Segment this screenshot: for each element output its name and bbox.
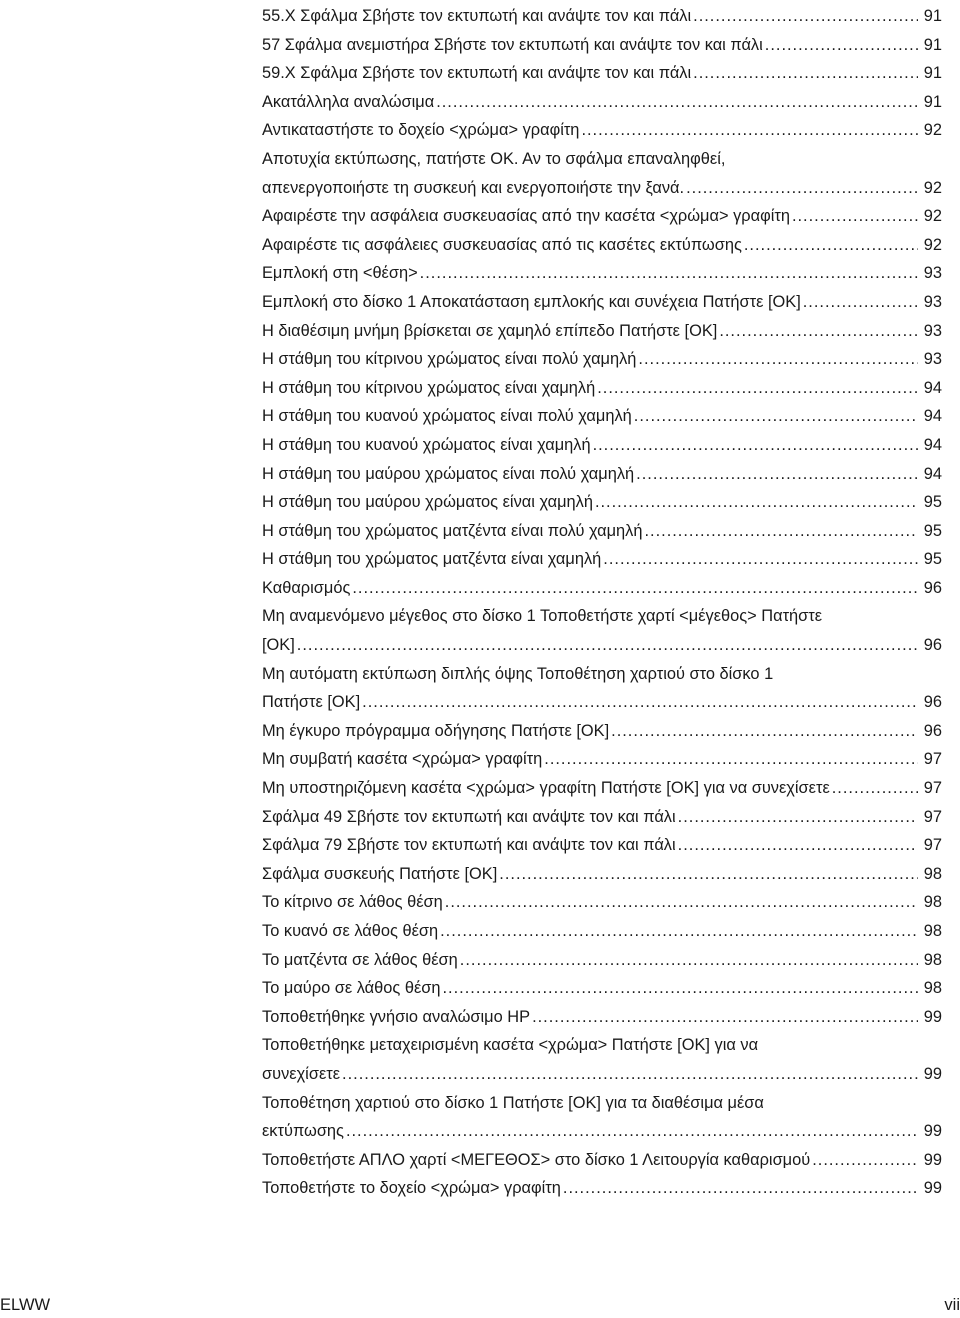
- toc-entry[interactable]: [262, 431, 942, 460]
- toc-entry-line: [262, 1117, 942, 1146]
- toc-entry[interactable]: [262, 946, 942, 975]
- toc-entry-line: [262, 1031, 942, 1060]
- toc-entry-title: Το μαύρο σε λάθος θέση: [262, 979, 441, 998]
- toc-entry-title: 55.Χ Σφάλμα Σβήστε τον εκτυπωτή και ανάψτε τον και πάλι: [262, 7, 692, 25]
- toc-entry-line: [262, 116, 942, 145]
- toc-entry-line: [262, 745, 942, 774]
- footer-doc-code: ELWW: [0, 1296, 51, 1314]
- toc-dot-leader: [638, 345, 918, 374]
- toc-page-number: 99: [923, 1122, 942, 1141]
- toc-dot-leader: [597, 374, 918, 403]
- toc-page-number: 94: [923, 464, 942, 483]
- toc-entry-title: Μη έγκυρο πρόγραμμα οδήγησης Πατήστε [OK]: [262, 721, 610, 740]
- toc-entry[interactable]: [262, 1031, 942, 1088]
- toc-dot-leader: [593, 431, 918, 460]
- toc-dot-leader: [634, 402, 918, 431]
- toc-dot-leader: [765, 31, 918, 60]
- toc-page-number: 99: [923, 1064, 942, 1083]
- toc-entry-line: [262, 517, 942, 546]
- toc-page-number: 94: [923, 407, 942, 426]
- toc-entry-title: απενεργοποιήστε τη συσκευή και ενεργοποιήστε την ξανά.: [262, 178, 685, 197]
- toc-dot-leader: [678, 831, 918, 860]
- toc-entry-line: [262, 888, 942, 917]
- toc-entry-title: συνεχίσετε: [262, 1064, 341, 1083]
- toc-entry[interactable]: [262, 1146, 942, 1175]
- toc-entry[interactable]: [262, 402, 942, 431]
- toc-entry-title: Τοποθετήστε το δοχείο <χρώμα> γραφίτη: [262, 1179, 561, 1198]
- toc-entry-line: [262, 259, 942, 288]
- toc-entry[interactable]: [262, 803, 942, 832]
- toc-dot-leader: [499, 860, 918, 889]
- toc-page-number: 95: [923, 493, 942, 512]
- toc-page-number: 96: [923, 693, 942, 712]
- toc-dot-leader: [297, 631, 918, 660]
- toc-dot-leader: [744, 231, 918, 260]
- toc-entry-title: Η στάθμη του χρώματος ματζέντα είναι χαμηλή: [262, 550, 602, 569]
- toc-entry-line: [262, 59, 942, 88]
- toc-page-number: 98: [923, 893, 942, 912]
- toc-dot-leader: [352, 574, 918, 603]
- toc-entry-title: Η στάθμη του μαύρου χρώματος είναι χαμηλή: [262, 493, 593, 512]
- toc-entry[interactable]: [262, 1003, 942, 1032]
- toc-page-number: 95: [923, 550, 942, 569]
- toc-entry-title: Τοποθετήθηκε γνήσιο αναλώσιμο HP: [262, 1007, 531, 1026]
- toc-dot-leader: [420, 259, 918, 288]
- toc-page-number: 93: [923, 292, 942, 311]
- toc-entry[interactable]: [262, 974, 942, 1003]
- page-footer: [0, 1296, 960, 1318]
- toc-entry[interactable]: [262, 488, 942, 517]
- toc-dot-leader: [440, 917, 918, 946]
- toc-dot-leader: [460, 946, 918, 975]
- toc-page-number: 91: [923, 92, 942, 111]
- toc-page-number: 98: [923, 950, 942, 969]
- toc-page-number: 98: [923, 979, 942, 998]
- toc-entry-title: 59.Χ Σφάλμα Σβήστε τον εκτυπωτή και ανάψτε τον και πάλι: [262, 64, 692, 83]
- toc-entry-title: Σφάλμα 49 Σβήστε τον εκτυπωτή και ανάψτε τον και πάλι: [262, 807, 676, 826]
- toc-entry-title: 57 Σφάλμα ανεμιστήρα Σβήστε τον εκτυπωτή και ανάψτε τον και πάλι: [262, 35, 763, 54]
- toc-page-number: 91: [923, 35, 942, 54]
- toc-entry-title: Καθαρισμός: [262, 578, 351, 597]
- toc-dot-leader: [686, 174, 918, 203]
- toc-entry-title: Η στάθμη του κίτρινου χρώματος είναι πολύ χαμηλή: [262, 350, 637, 369]
- toc-entry[interactable]: [262, 345, 942, 374]
- toc-entry[interactable]: [262, 860, 942, 889]
- toc-entry[interactable]: [262, 888, 942, 917]
- toc-dot-leader: [544, 745, 918, 774]
- toc-entry-line: [262, 574, 942, 603]
- toc-entry-line: [262, 688, 942, 717]
- toc-entry-line: [262, 1003, 942, 1032]
- toc-entry-title: Η διαθέσιμη μνήμη βρίσκεται σε χαμηλό επίπεδο Πατήστε [OK]: [262, 321, 718, 340]
- toc-entry-line: [262, 2, 942, 31]
- toc-entry-title: Μη αναμενόμενο μέγεθος στο δίσκο 1 Τοποθετήστε χαρτί <μέγεθος> Πατήστε: [262, 607, 823, 626]
- toc-entry-title: [OK]: [262, 636, 295, 655]
- toc-entry-title: Το ματζέντα σε λάθος θέση: [262, 950, 458, 969]
- toc-dot-leader: [362, 688, 918, 717]
- footer-page-number: vii: [944, 1296, 960, 1314]
- toc-page-number: 97: [923, 750, 942, 769]
- table-of-contents: [262, 2, 942, 1203]
- toc-entry-line: [262, 860, 942, 889]
- toc-page-number: 97: [923, 779, 942, 798]
- toc-dot-leader: [832, 774, 918, 803]
- toc-page-number: 93: [923, 321, 942, 340]
- toc-page-number: 94: [923, 435, 942, 454]
- toc-entry-title: Αποτυχία εκτύπωσης, πατήστε ΟΚ. Αν το σφάλμα επαναληφθεί,: [262, 149, 726, 168]
- toc-dot-leader: [445, 888, 918, 917]
- toc-entry[interactable]: [262, 460, 942, 489]
- toc-page-number: 94: [923, 378, 942, 397]
- toc-entry-line: [262, 174, 942, 203]
- toc-page-number: 96: [923, 636, 942, 655]
- toc-entry-line: [262, 717, 942, 746]
- toc-dot-leader: [342, 1060, 918, 1089]
- toc-entry-title: Τοποθετήθηκε μεταχειρισμένη κασέτα <χρώμα> Πατήστε [OK] για να: [262, 1036, 759, 1055]
- toc-entry[interactable]: [262, 59, 942, 88]
- toc-entry-line: [262, 1060, 942, 1089]
- toc-entry-title: Πατήστε [OK]: [262, 693, 361, 712]
- toc-entry-line: [262, 374, 942, 403]
- toc-entry[interactable]: [262, 202, 942, 231]
- toc-page-number: 95: [923, 521, 942, 540]
- toc-entry-line: [262, 831, 942, 860]
- toc-dot-leader: [792, 202, 918, 231]
- toc-dot-leader: [636, 460, 918, 489]
- toc-dot-leader: [611, 717, 918, 746]
- toc-entry-line: [262, 202, 942, 231]
- toc-dot-leader: [443, 974, 919, 1003]
- toc-entry-line: [262, 1089, 942, 1118]
- toc-dot-leader: [436, 88, 918, 117]
- toc-page-number: 93: [923, 264, 942, 283]
- toc-entry[interactable]: [262, 602, 942, 659]
- toc-entry-line: [262, 431, 942, 460]
- toc-entry-line: [262, 602, 942, 631]
- toc-entry-line: [262, 1146, 942, 1175]
- toc-page-number: 96: [923, 578, 942, 597]
- toc-dot-leader: [812, 1146, 918, 1175]
- toc-entry-line: [262, 288, 942, 317]
- toc-entry[interactable]: [262, 374, 942, 403]
- toc-entry-line: [262, 145, 942, 174]
- toc-entry-title: Αντικαταστήστε το δοχείο <χρώμα> γραφίτη: [262, 121, 580, 140]
- toc-entry[interactable]: [262, 2, 942, 31]
- toc-dot-leader: [581, 116, 918, 145]
- toc-entry-title: Η στάθμη του κυανού χρώματος είναι πολύ χαμηλή: [262, 407, 632, 426]
- toc-entry-title: Η στάθμη του κίτρινου χρώματος είναι χαμηλή: [262, 378, 596, 397]
- toc-page-number: 92: [923, 178, 942, 197]
- toc-entry-line: [262, 803, 942, 832]
- toc-entry-line: [262, 317, 942, 346]
- toc-entry[interactable]: [262, 574, 942, 603]
- toc-page-number: 93: [923, 350, 942, 369]
- toc-entry-line: [262, 460, 942, 489]
- toc-entry[interactable]: [262, 717, 942, 746]
- toc-page-number: 99: [923, 1179, 942, 1198]
- toc-entry-title: Ακατάλληλα αναλώσιμα: [262, 92, 435, 111]
- toc-entry-title: Μη συμβατή κασέτα <χρώμα> γραφίτη: [262, 750, 543, 769]
- toc-page-number: 92: [923, 235, 942, 254]
- toc-entry-title: Μη αυτόματη εκτύπωση διπλής όψης Τοποθέτηση χαρτιού στο δίσκο 1: [262, 664, 774, 683]
- toc-dot-leader: [532, 1003, 918, 1032]
- toc-page-number: 96: [923, 721, 942, 740]
- toc-dot-leader: [678, 803, 918, 832]
- toc-dot-leader: [346, 1117, 918, 1146]
- toc-entry[interactable]: [262, 1089, 942, 1146]
- toc-entry-title: εκτύπωσης: [262, 1122, 344, 1141]
- toc-dot-leader: [719, 317, 918, 346]
- toc-page-number: 99: [923, 1007, 942, 1026]
- toc-entry-line: [262, 545, 942, 574]
- toc-entry[interactable]: [262, 231, 942, 260]
- toc-entry-line: [262, 774, 942, 803]
- toc-page-number: 98: [923, 922, 942, 940]
- toc-entry-title: Αφαιρέστε την ασφάλεια συσκευασίας από την κασέτα <χρώμα> γραφίτη: [262, 207, 790, 226]
- toc-entry-title: Σφάλμα συσκευής Πατήστε [OK]: [262, 864, 498, 883]
- toc-entry-line: [262, 31, 942, 60]
- toc-entry-line: [262, 488, 942, 517]
- toc-entry[interactable]: [262, 745, 942, 774]
- toc-page-number: 92: [923, 207, 942, 226]
- toc-entry[interactable]: [262, 774, 942, 803]
- toc-entry[interactable]: [262, 1174, 942, 1203]
- toc-dot-leader: [563, 1174, 918, 1203]
- toc-page-number: 91: [923, 64, 942, 83]
- toc-entry-line: [262, 974, 942, 1003]
- toc-page-number: 98: [923, 864, 942, 883]
- toc-dot-leader: [595, 488, 918, 517]
- toc-entry-line: [262, 1174, 942, 1203]
- toc-entry-line: [262, 402, 942, 431]
- toc-entry[interactable]: [262, 831, 942, 860]
- toc-entry-title: Μη υποστηριζόμενη κασέτα <χρώμα> γραφίτη Πατήστε [OK] για να συνεχίσετε: [262, 779, 830, 798]
- toc-entry-line: [262, 660, 942, 689]
- toc-entry[interactable]: [262, 145, 942, 202]
- toc-entry[interactable]: [262, 88, 942, 117]
- toc-entry-title: Σφάλμα 79 Σβήστε τον εκτυπωτή και ανάψτε τον και πάλι: [262, 836, 676, 855]
- toc-dot-leader: [644, 517, 918, 546]
- toc-entry-line: [262, 917, 942, 946]
- toc-entry[interactable]: [262, 545, 942, 574]
- toc-entry[interactable]: [262, 288, 942, 317]
- toc-entry-line: [262, 88, 942, 117]
- toc-dot-leader: [693, 59, 918, 88]
- toc-entry-line: [262, 231, 942, 260]
- toc-entry-line: [262, 345, 942, 374]
- toc-entry-title: Τοποθετήστε ΑΠΛΟ χαρτί <ΜΕΓΕΘΟΣ> στο δίσκο 1 Λειτουργία καθαρισμού: [262, 1150, 811, 1169]
- toc-page-number: 99: [923, 1150, 942, 1169]
- toc-entry-line: [262, 946, 942, 975]
- toc-entry[interactable]: [262, 317, 942, 346]
- toc-page-number: 97: [923, 836, 942, 855]
- toc-entry-title: Εμπλοκή στη <θέση>: [262, 264, 418, 283]
- toc-entry-title: Αφαιρέστε τις ασφάλειες συσκευασίας από τις κασέτες εκτύπωσης: [262, 235, 742, 254]
- toc-entry-title: Η στάθμη του κυανού χρώματος είναι χαμηλή: [262, 435, 591, 454]
- toc-entry-title: Η στάθμη του μαύρου χρώματος είναι πολύ χαμηλή: [262, 464, 635, 483]
- toc-entry-line: [262, 631, 942, 660]
- toc-entry-title: Το κίτρινο σε λάθος θέση: [262, 893, 443, 912]
- toc-entry-title: Τοποθέτηση χαρτιού στο δίσκο 1 Πατήστε [OK] για τα διαθέσιμα μέσα: [262, 1093, 764, 1112]
- toc-dot-leader: [803, 288, 918, 317]
- toc-entry-title: Η στάθμη του χρώματος ματζέντα είναι πολύ χαμηλή: [262, 521, 643, 540]
- toc-dot-leader: [693, 2, 918, 31]
- toc-entry[interactable]: [262, 259, 942, 288]
- toc-entry[interactable]: [262, 917, 942, 946]
- toc-page-number: 91: [923, 7, 942, 25]
- toc-entry-title: Εμπλοκή στο δίσκο 1 Αποκατάσταση εμπλοκής και συνέχεια Πατήστε [OK]: [262, 292, 801, 311]
- toc-entry[interactable]: [262, 517, 942, 546]
- toc-entry[interactable]: [262, 31, 942, 60]
- toc-dot-leader: [603, 545, 918, 574]
- toc-entry-title: Το κυανό σε λάθος θέση: [262, 922, 439, 940]
- toc-entry[interactable]: [262, 116, 942, 145]
- toc-page-number: 97: [923, 807, 942, 826]
- toc-entry[interactable]: [262, 660, 942, 717]
- toc-page-number: 92: [923, 121, 942, 140]
